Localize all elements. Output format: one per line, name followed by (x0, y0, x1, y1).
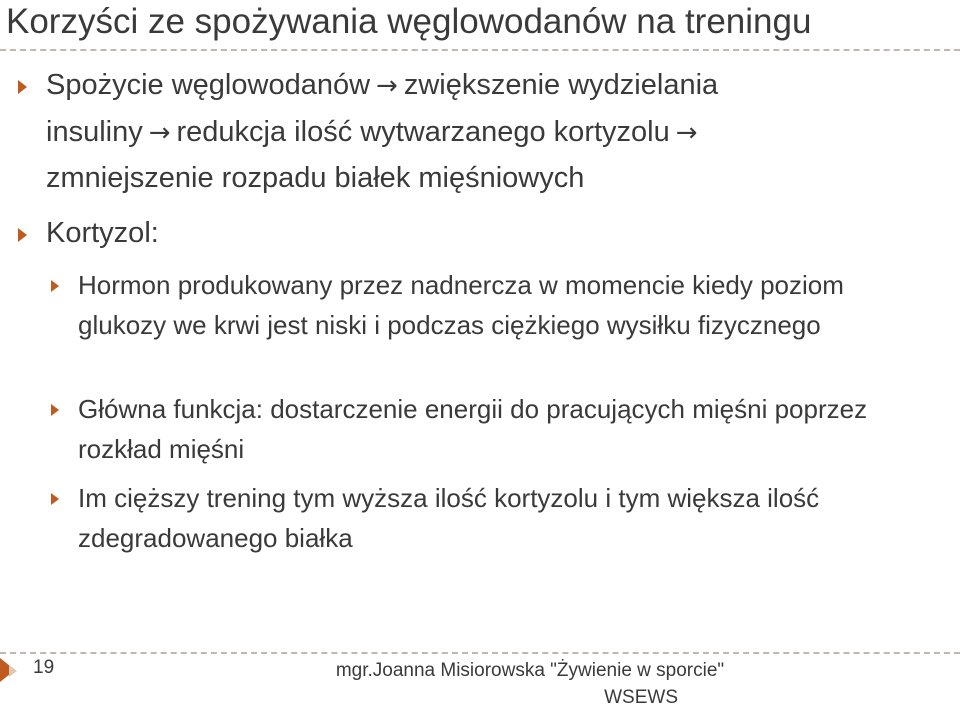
footer-credit (290, 657, 770, 711)
bullet-arrow-icon (18, 228, 27, 242)
sub-bullet-function: Główna funkcja: dostarczenie energii do pracujących mięśni poprzez rozkład mięśni (78, 394, 868, 464)
bullet-text-part-2: zwiększenie wydzielania insuliny (46, 69, 719, 148)
slide-title: Korzyści ze spożywania węglowodanów na treningu (6, 2, 812, 41)
sub-bullet-arrow-icon (51, 404, 59, 416)
sub-bullet-arrow-icon (51, 493, 59, 505)
bullet-text-part-3: redukcja ilość wytwarzanego kortyzolu (176, 115, 670, 148)
sub-bullet-training: Im cięższy trening tym wyższa ilość kortyzolu i tym większa ilość zdegradowanego białka (78, 483, 820, 553)
footer-divider (0, 652, 960, 654)
arrow-right-icon: → (376, 71, 398, 101)
footer-author-line: mgr.Joanna Misiorowska "Żywienie w sporcie" (335, 660, 725, 681)
bullet-arrow-icon (18, 80, 27, 94)
arrow-right-icon: → (148, 117, 171, 148)
page-number: 19 (33, 657, 55, 678)
bullet-carbohydrates (46, 63, 946, 202)
sub-bullet-hormone: Hormon produkowany przez nadnercza w momencie kiedy poziom glukozy we krwi jest niski i podczas ciężkiego wysiłku fizycznego (78, 270, 844, 340)
title-divider (0, 49, 960, 51)
bullet-text-part-4: zmniejszenie rozpadu białek mięśniowych (46, 162, 585, 194)
footer-org-line: WSEWS (604, 687, 678, 708)
bullet-cortisol: Kortyzol: (46, 217, 159, 249)
arrow-right-icon: → (675, 117, 698, 148)
sub-bullet-arrow-icon (51, 280, 59, 292)
bullet-text-part-1: Spożycie węglowodanów (46, 69, 371, 101)
footer-arrow-inner-icon (9, 665, 17, 677)
